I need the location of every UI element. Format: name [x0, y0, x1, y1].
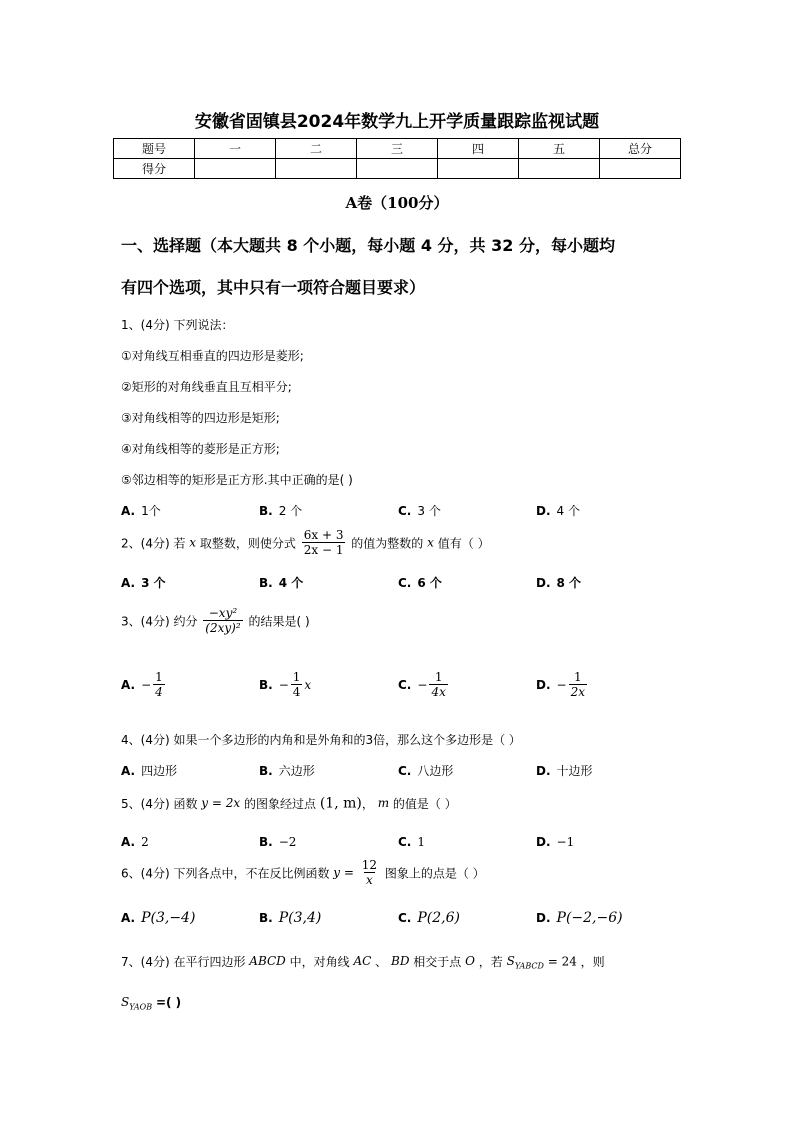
option-text: 六边形: [278, 764, 315, 778]
q7-area: [506, 954, 544, 971]
score-header-cell: 一: [195, 139, 276, 159]
q3-option-a: A. − $\frac{1}{4}$: [121, 670, 163, 700]
option-letter: D.: [536, 677, 551, 692]
score-table-score-row: [114, 159, 681, 179]
score-cell: [357, 159, 438, 179]
option-tail: x: [304, 677, 312, 692]
q3-option-c: C. − $\frac{1}{4x}$: [398, 670, 446, 700]
option-text: 2 个: [278, 504, 303, 518]
q5-text: ，: [361, 797, 374, 811]
option-letter: C.: [398, 677, 412, 692]
q5-option-a: [121, 835, 149, 849]
area-subscript: YAOB: [129, 1002, 153, 1012]
q5-point: (1, m): [319, 795, 362, 812]
q1-stem: 1、(4分) 下列说法：: [121, 318, 234, 332]
score-cell: [195, 159, 276, 179]
option-letter: D.: [536, 835, 551, 849]
fraction-numerator: 6x + 3: [303, 528, 344, 542]
score-header-cell: 总分: [600, 139, 681, 159]
q2-suffix: 值有（ ）: [437, 536, 490, 551]
option-letter: A.: [121, 764, 136, 778]
option-text: 4 个: [556, 504, 580, 518]
q2-option-d: [536, 574, 581, 591]
option-text: −1: [556, 835, 575, 849]
q3-option-d: D. − $\frac{1}{2x}$: [536, 670, 585, 700]
option-text: 四边形: [141, 764, 178, 778]
fraction-denominator: 4x: [431, 685, 446, 700]
q7-stem-line2: [121, 995, 181, 1011]
score-header-cell: 四: [438, 139, 519, 159]
option-text: 1个: [141, 504, 161, 518]
option-letter: B.: [259, 677, 273, 692]
q3-fraction: [203, 606, 242, 636]
option-letter: B.: [259, 504, 273, 518]
q2-text: 取整数，则使分式: [199, 536, 296, 551]
fraction-denominator: 4: [292, 685, 301, 700]
score-table: [113, 138, 681, 179]
q6-function-lhs: y =: [333, 865, 354, 880]
option-letter: D.: [536, 576, 551, 590]
option-text: 4 个: [278, 576, 304, 590]
q1-option-b: [259, 502, 302, 519]
option-text: P(−2,−6): [556, 910, 623, 926]
q7-area-value: = 24: [547, 954, 577, 969]
option-letter: A.: [121, 504, 136, 518]
q5-option-b: [259, 835, 296, 849]
q5-prefix: 5、(4分) 函数: [121, 797, 198, 811]
option-letter: D.: [536, 504, 551, 518]
option-letter: A.: [121, 576, 136, 590]
section-label: A卷（100分）: [345, 194, 449, 212]
area-symbol: S: [121, 995, 130, 1009]
q5-suffix: 的值是（ ）: [392, 797, 457, 811]
q1-item: ①对角线互相垂直的四边形是菱形;: [121, 349, 304, 363]
q7-prefix: 7、(4分) 在平行四边形: [121, 955, 246, 969]
q3-option-fraction: [291, 670, 303, 700]
score-header-cell: 题号: [114, 139, 195, 159]
option-letter: C.: [398, 576, 412, 590]
q7-text: ，则: [580, 955, 605, 969]
q2-option-c: [398, 574, 442, 591]
option-letter: C.: [398, 764, 412, 778]
q6-option-a: [121, 910, 195, 926]
q3-option-fraction: [429, 670, 447, 700]
q6-stem: [121, 858, 485, 888]
score-cell: [519, 159, 600, 179]
q6-fraction: [360, 858, 379, 888]
q1-item: ②矩形的对角线垂直且互相平分;: [121, 380, 292, 394]
q6-option-d: [536, 910, 623, 926]
option-text: 3 个: [417, 504, 441, 518]
fraction-numerator: 1: [155, 670, 163, 684]
fraction-denominator: 2x − 1: [303, 543, 344, 558]
q7-bd: BD: [391, 954, 410, 968]
option-letter: A.: [121, 835, 136, 849]
area-subscript: YABCD: [514, 961, 544, 971]
fraction-numerator: 12: [361, 858, 378, 872]
page-title: 安徽省固镇县2024年数学九上开学质量跟踪监视试题: [194, 112, 600, 132]
q4-option-c: [398, 762, 453, 779]
option-letter: B.: [259, 835, 273, 849]
fraction-denominator: 4: [155, 685, 163, 700]
q4-option-a: [121, 762, 177, 779]
option-letter: B.: [259, 911, 273, 925]
option-text: P(3,−4): [141, 910, 196, 926]
q5-option-d: [536, 835, 574, 849]
fraction-numerator: 1: [434, 670, 443, 684]
q5-function: y = 2x: [201, 796, 241, 810]
q7-tail: =( ): [155, 995, 182, 1010]
q3-prefix: 3、(4分) 约分: [121, 614, 198, 629]
q7-stem: [121, 953, 605, 970]
option-letter: C.: [398, 835, 412, 849]
q4-option-d: [536, 762, 593, 779]
option-text: 2: [141, 835, 149, 849]
q2-variable: x: [189, 535, 197, 550]
q3-option-b: B. − $\frac{1}{4}$ x: [259, 670, 312, 700]
option-text: 8 个: [556, 576, 582, 590]
q1-option-d: [536, 502, 580, 519]
q2-fraction: [302, 528, 346, 558]
fraction-numerator: 1: [573, 670, 582, 684]
q4-stem: 4、(4分) 如果一个多边形的内角和是外角和的3倍，那么这个多边形是（ ）: [121, 733, 521, 747]
q6-prefix: 6、(4分) 下列各点中，不在反比例函数: [121, 866, 330, 881]
option-text: 3 个: [141, 576, 166, 590]
q2-stem: [121, 528, 490, 558]
score-cell: [438, 159, 519, 179]
option-letter: D.: [536, 764, 551, 778]
q3-suffix: 的结果是( ): [248, 614, 310, 629]
fraction-denominator: (2xy)²: [205, 621, 241, 636]
q7-text: 、: [375, 955, 388, 969]
q5-variable: m: [377, 796, 390, 810]
option-text: P(2,6): [417, 910, 460, 926]
q1-item: ⑤邻边相等的矩形是正方形.其中正确的是( ): [121, 473, 353, 487]
option-text: 1: [417, 835, 426, 849]
score-header-cell: 二: [276, 139, 357, 159]
option-letter: A.: [121, 911, 136, 925]
section-heading-line2: 有四个选项，其中只有一项符合题目要求）: [121, 278, 426, 297]
option-text: −2: [278, 835, 297, 849]
score-cell: [600, 159, 681, 179]
q7-o: O: [465, 954, 475, 968]
fraction-denominator: x: [366, 873, 373, 888]
q7-text: 相交于点: [413, 955, 462, 969]
score-table-header-row: [114, 139, 681, 159]
fraction-numerator: −xy²: [208, 606, 238, 620]
q5-option-c: [398, 835, 425, 849]
option-text: 十边形: [556, 764, 593, 778]
option-letter: C.: [398, 504, 412, 518]
score-row-label: 得分: [114, 159, 195, 179]
q3-option-fraction: [569, 670, 587, 700]
section-heading-line1: 一、选择题（本大题共 8 个小题，每小题 4 分，共 32 分，每小题均: [121, 236, 615, 255]
option-text: 八边形: [417, 764, 454, 778]
score-header-cell: 三: [357, 139, 438, 159]
q1-item: ③对角线相等的四边形是矩形;: [121, 411, 280, 425]
q1-option-c: [398, 502, 441, 519]
q7-text: 中，对角线: [289, 955, 350, 969]
q3-option-fraction: [153, 670, 165, 700]
option-text: P(3,4): [278, 910, 322, 926]
q2-prefix: 2、(4分) 若: [121, 536, 186, 551]
q2-option-a: [121, 574, 166, 591]
fraction-numerator: 1: [292, 670, 301, 684]
q2-text: 的值为整数的: [351, 536, 424, 551]
q6-option-c: [398, 910, 460, 926]
area-symbol: S: [506, 954, 515, 968]
q7-text: ，若: [478, 955, 503, 969]
q5-text: 的图象经过点: [243, 797, 316, 811]
q2-option-b: [259, 574, 303, 591]
q7-abcd: ABCD: [249, 954, 286, 968]
option-letter: A.: [121, 677, 136, 692]
q2-variable: x: [427, 535, 434, 550]
option-letter: C.: [398, 911, 412, 925]
q4-option-b: [259, 762, 315, 779]
option-letter: D.: [536, 911, 551, 925]
fraction-denominator: 2x: [570, 685, 585, 700]
q7-aob-area: [121, 995, 153, 1012]
q5-stem: [121, 795, 457, 812]
score-cell: [276, 159, 357, 179]
q7-ac: AC: [353, 954, 372, 968]
q1-option-a: [121, 502, 161, 519]
score-header-cell: 五: [519, 139, 600, 159]
q6-suffix: 图象上的点是（ ）: [384, 866, 485, 881]
q1-item: ④对角线相等的菱形是正方形;: [121, 442, 280, 456]
q6-option-b: [259, 910, 321, 926]
option-letter: B.: [259, 576, 273, 590]
q3-stem: [121, 606, 310, 636]
option-letter: B.: [259, 764, 273, 778]
option-text: 6 个: [417, 576, 442, 590]
